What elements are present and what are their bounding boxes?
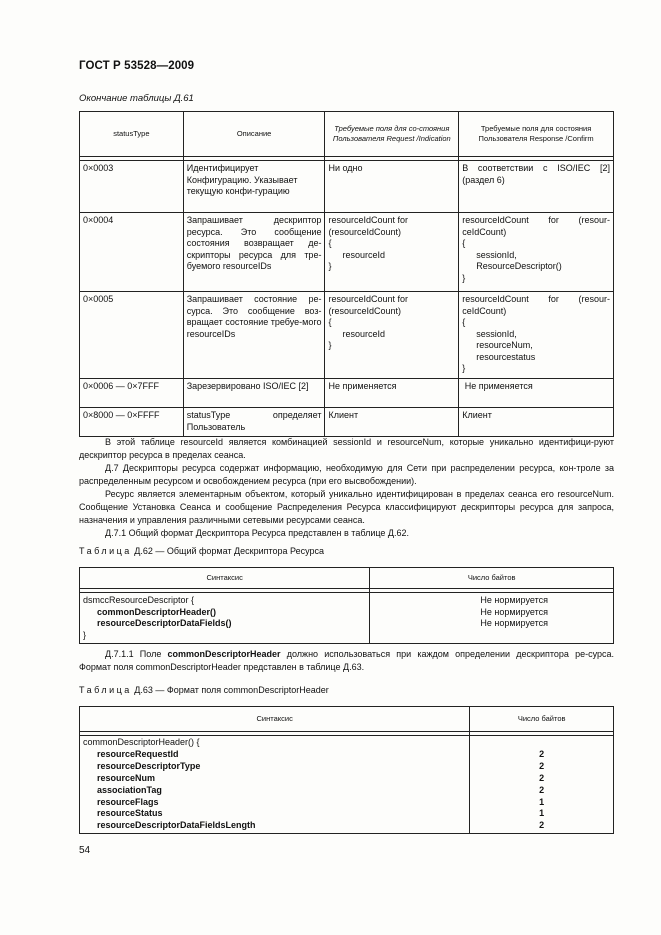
bytes-line: Не нормируется bbox=[480, 606, 548, 617]
table-d61 bbox=[79, 111, 614, 437]
req-line: Ни одно bbox=[328, 163, 363, 173]
bytes-value: 2 bbox=[539, 760, 545, 771]
syntax-line: dsmccResourceDescriptor { bbox=[83, 595, 195, 605]
cell-resp bbox=[459, 292, 614, 379]
req-line: } bbox=[328, 261, 332, 271]
col-header-status-type: statusType bbox=[80, 112, 184, 157]
paragraph-d711: Д.7.1.1 Поле commonDescriptorHeader должно использоваться при каждом определении дескриптора ре-сурса. Формат поля commonDescriptorHeader представлен в таблице Д.63. bbox=[79, 649, 614, 672]
resp-line: } bbox=[462, 272, 466, 283]
syntax-line: resourceRequestId bbox=[97, 748, 179, 759]
cell-resp bbox=[459, 408, 614, 437]
bytes-value: 2 bbox=[539, 784, 545, 795]
table-header-row bbox=[80, 568, 614, 589]
table-row bbox=[80, 736, 614, 834]
col-header-syntax: Синтаксис bbox=[80, 568, 370, 589]
syntax-line: } bbox=[83, 629, 87, 640]
req-line: resourceIdCount for (resourceIdCount) bbox=[328, 215, 408, 237]
req-line: { bbox=[328, 238, 332, 248]
req-line: } bbox=[328, 340, 332, 350]
resp-line: Не применяется bbox=[462, 381, 533, 391]
table-row bbox=[80, 213, 614, 292]
cell-req bbox=[325, 213, 459, 292]
col-header-request-fields: Требуемые поля для со-стояния Пользователя Request /Indication bbox=[325, 112, 459, 157]
syntax-line: resourceNum bbox=[97, 772, 156, 783]
resp-line: Клиент bbox=[462, 410, 492, 420]
table-row bbox=[80, 379, 614, 408]
cell-code: 0×0003 bbox=[80, 161, 184, 213]
col-header-bytes: Число байтов bbox=[370, 568, 614, 589]
cell-bytes bbox=[470, 736, 614, 834]
col-header-description: Описание bbox=[183, 112, 325, 157]
syntax-line: resourceFlags bbox=[97, 796, 159, 807]
paragraph-resource: Ресурс является элементарным объектом, который уникально идентифицирован в пределах сеанса его resourceNum. Сообщение Установка Сеанса и сообщение Распределения Ресурса классифицируют дескрипторы ресурса для запроса, назначения и управления различными сетевыми ресурсами сеанса. bbox=[79, 489, 614, 525]
table-d62-caption: Таблица Д.62 — Общий формат Дескриптора Ресурса bbox=[79, 546, 325, 556]
table-header-row bbox=[80, 707, 614, 732]
cell-code: 0×0004 bbox=[80, 213, 184, 292]
bytes-line: Не нормируется bbox=[480, 595, 548, 605]
cell-req bbox=[325, 292, 459, 379]
resp-line: resourcestatus bbox=[476, 351, 536, 362]
bytes-value: 1 bbox=[539, 808, 545, 819]
paragraph-resource-id: В этой таблице resourceId является комбинацией sessionId и resourceNum, которые уникально идентифици-руют дескриптор ресурса в пределах сеанса. bbox=[79, 437, 614, 460]
syntax-line: resourceDescriptorDataFields() bbox=[97, 618, 232, 628]
cell-desc: Запрашивает дескриптор ресурса. Это сообщение состояния возвращает де-скрипторы ресурса для тре-буемого resourceIDs bbox=[183, 213, 325, 292]
syntax-line: commonDescriptorHeader() { bbox=[83, 737, 200, 747]
col-header-response-fields: Требуемые поля для состояния Пользователя Response /Confirm bbox=[459, 112, 614, 157]
cell-req bbox=[325, 161, 459, 213]
resp-line: resourceNum, bbox=[476, 340, 533, 350]
req-line: resourceIdCount for (resourceIdCount) bbox=[328, 294, 408, 316]
table-continuation-caption: Окончание таблицы Д.61 bbox=[79, 93, 194, 104]
bytes-line: Не нормируется bbox=[480, 618, 548, 628]
resp-line: В соответствии с ISO/IEC [2] (раздел 6) bbox=[462, 163, 610, 185]
req-line: resourceId bbox=[342, 328, 385, 339]
paragraph-d7: Д.7 Дескрипторы ресурса содержат информацию, необходимую для Сети при распределении ресурса, кон-троле за распределенным ресурсом и освобождением ресурса (при его высвобождении). bbox=[79, 463, 614, 486]
syntax-line: resourceDescriptorDataFieldsLength bbox=[97, 820, 256, 831]
cell-syntax bbox=[80, 593, 370, 644]
bytes-value: 1 bbox=[539, 796, 545, 807]
resp-line: sessionId, bbox=[476, 249, 517, 260]
cell-bytes bbox=[370, 593, 614, 644]
resp-line: resourceIdCount for (resour-ceIdCount) bbox=[462, 294, 610, 316]
resp-line: } bbox=[462, 363, 466, 373]
cell-code: 0×0006 — 0×7FFF bbox=[80, 379, 184, 408]
table-d62 bbox=[79, 567, 614, 644]
syntax-line: resourceDescriptorType bbox=[97, 760, 201, 771]
resp-line: sessionId, bbox=[476, 328, 517, 339]
table-row bbox=[80, 161, 614, 213]
cell-desc: statusType определяет Пользователь bbox=[183, 408, 325, 437]
req-line: { bbox=[328, 317, 332, 327]
cell-code: 0×0005 bbox=[80, 292, 184, 379]
page-number: 54 bbox=[79, 845, 91, 856]
syntax-line: resourceStatus bbox=[97, 808, 163, 819]
bytes-value: 2 bbox=[539, 772, 545, 783]
table-header-row bbox=[80, 112, 614, 157]
col-header-syntax: Синтаксис bbox=[80, 707, 470, 732]
cell-code: 0×8000 — 0×FFFF bbox=[80, 408, 184, 437]
table-d63 bbox=[79, 706, 614, 834]
cell-resp bbox=[459, 213, 614, 292]
syntax-line: associationTag bbox=[97, 784, 162, 795]
resp-line: resourceIdCount for (resour-ceIdCount) bbox=[462, 215, 610, 237]
col-header-bytes: Число байтов bbox=[470, 707, 614, 732]
paragraph-d71: Д.7.1 Общий формат Дескриптора Ресурса представлен в таблице Д.62. bbox=[105, 528, 410, 538]
table-row bbox=[80, 292, 614, 379]
standard-number: ГОСТ Р 53528—2009 bbox=[79, 60, 195, 72]
resp-line: ResourceDescriptor() bbox=[476, 261, 562, 271]
cell-resp bbox=[459, 379, 614, 408]
cell-desc: Зарезервировано ISO/IEC [2] bbox=[183, 379, 325, 408]
resp-line: { bbox=[462, 238, 466, 248]
cell-desc: Запрашивает состояние ре-сурса. Это сообщение воз-вращает состояние требуе-мого resourceIDs bbox=[183, 292, 325, 379]
cell-resp bbox=[459, 161, 614, 213]
bytes-value: 2 bbox=[539, 748, 545, 759]
cell-req bbox=[325, 379, 459, 408]
req-line: Не применяется bbox=[328, 381, 397, 391]
cell-req bbox=[325, 408, 459, 437]
resp-line: { bbox=[462, 317, 466, 327]
table-d63-caption: Таблица Д.63 — Формат поля commonDescriptorHeader bbox=[79, 685, 329, 695]
table-row bbox=[80, 408, 614, 437]
req-line: resourceId bbox=[342, 249, 385, 260]
cell-desc: Идентифицирует Конфигурацию. Указывает текущую конфи-гурацию bbox=[183, 161, 325, 213]
cell-syntax bbox=[80, 736, 470, 834]
req-line: Клиент bbox=[328, 410, 359, 420]
syntax-line: commonDescriptorHeader() bbox=[97, 606, 217, 617]
bytes-value: 2 bbox=[539, 820, 545, 831]
table-row bbox=[80, 593, 614, 644]
